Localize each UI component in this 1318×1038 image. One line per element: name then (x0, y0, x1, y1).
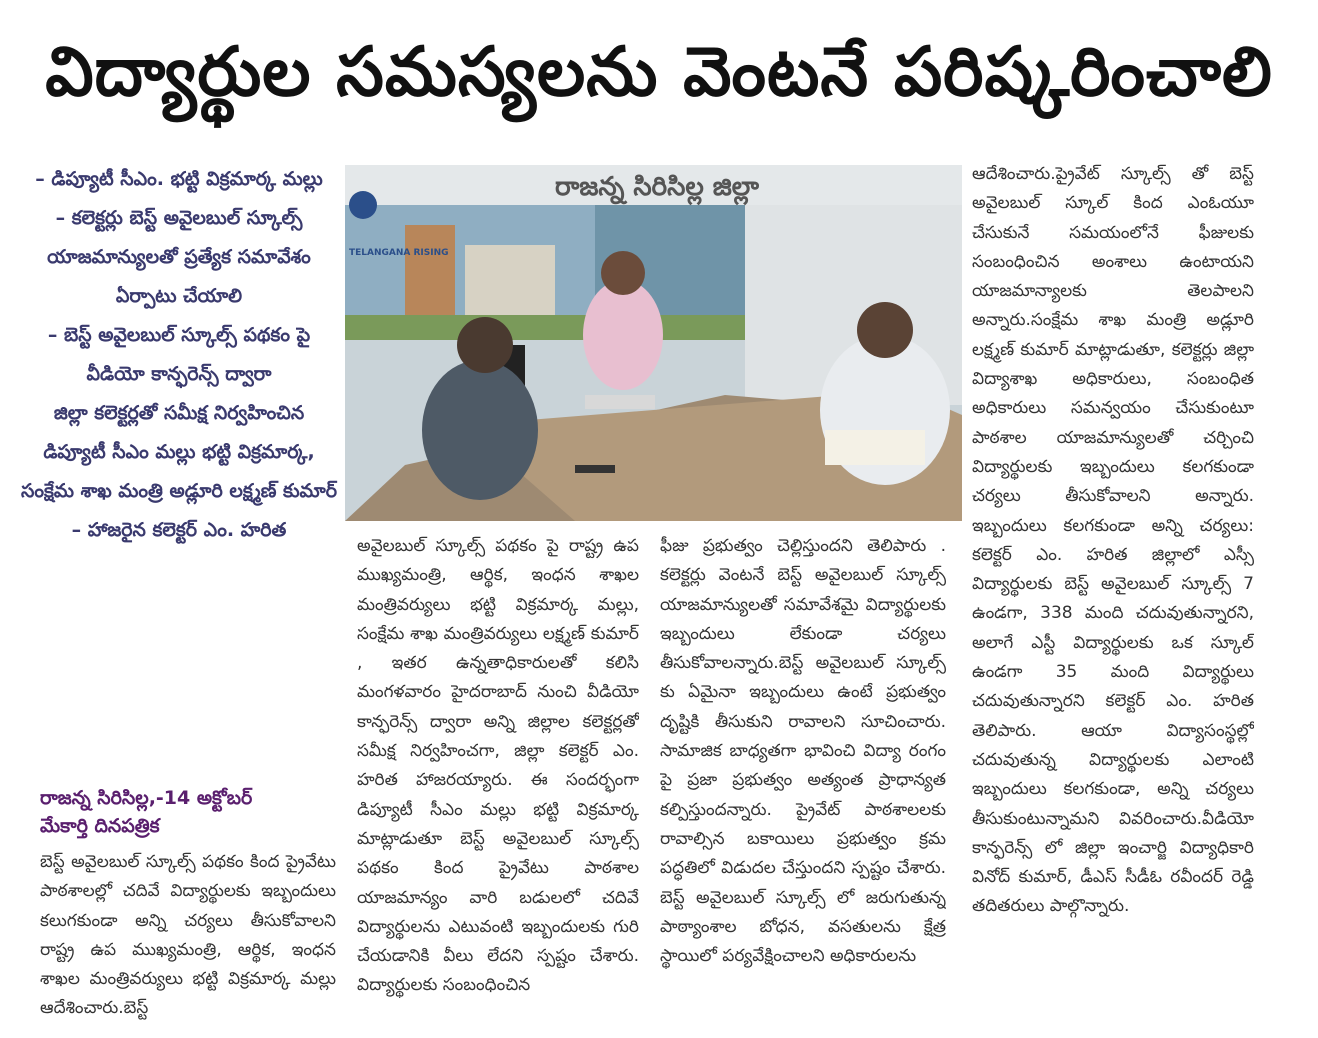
meeting-photo-illustration (345, 165, 962, 521)
body-column-1 (40, 848, 336, 1028)
body-column-1-text: బెస్ట్ అవైలబుల్ స్కూల్స్ పథకం కింద ప్రైవేటు పాఠశాలల్లో చదివే విద్యార్థులకు ఇబ్బందులు కలుగకుండా అన్ని చర్యలు తీసుకోవాలని రాష్ట్ర ఉప ముఖ్యమంత్రి, ఆర్థిక, ఇంధన శాఖల మంత్రివర్యులు భట్టి విక్రమార్క మల్లు ఆదేశించారు.బెస్ట్ (40, 852, 336, 1019)
photo-banner-text: రాజన్న సిరిసిల్ల జిల్లా (555, 172, 760, 202)
highlight-4: జిల్లా కలెక్టర్లతో సమీక్ష నిర్వహించిన డిప్యూటీ సీఎం మల్లు భట్టి విక్రమార్క, సంక్షేమ శాఖ మంత్రి అడ్లూరి లక్ష్మణ్ కుమార్ (20, 402, 337, 502)
photo-logo-text: TELANGANA RISING (349, 248, 449, 258)
highlight-3: – బెస్ట్ అవైలబుల్ స్కూల్స్ పథకం పై వీడియో కాన్ఫరెన్స్ ద్వారా (47, 324, 311, 385)
highlight-2: – కలెక్టర్లు బెస్ట్ అవైలబుల్ స్కూల్స్ యాజమాన్యులతో ప్రత్యేక సమావేశం ఏర్పాటు చేయాలి (47, 207, 311, 307)
body-column-2-text: అవైలబుల్ స్కూల్స్ పథకం పై రాష్ట్ర ఉప ముఖ్యమంత్రి, ఆర్థిక, ఇంధన శాఖల మంత్రివర్యులు భట్టి విక్రమార్క మల్లు, సంక్షేమ శాఖ మంత్రివర్యులు లక్ష్మణ్ కుమార్ , ఇతర ఉన్నతాధికారులతో కలిసి మంగళవారం హైదరాబాద్ నుంచి వీడియో కాన్ఫరెన్స్ ద్వారా అన్ని జిల్లాల కలెక్టర్లతో సమీక్ష నిర్వహించగా, జిల్లా కలెక్టర్ ఎం. హరిత హాజరయ్యారు. ఈ సందర్భంగా డిప్యూటీ సీఎం మల్లు భట్టి విక్రమార్క మాట్లాడుతూ బెస్ట్ అవైలబుల్ స్కూల్స్ పథకం కింద ప్రైవేటు పాఠశాల యాజమాన్యం వారి బడులలో చదివే విద్యార్థులను ఎటువంటి ఇబ్బందులకు గురి చేయడానికి వీలు లేదని స్పష్టం చేశారు. విద్యార్థులకు సంబంధించిన (357, 536, 639, 996)
meeting-photo (345, 165, 962, 521)
highlight-1: – డిప్యూటీ సీఎం. భట్టి విక్రమార్క మల్లు (35, 168, 323, 190)
dateline (40, 784, 340, 840)
highlight-5: – హాజరైన కలెక్టర్ ఎం. హరిత (71, 519, 287, 541)
body-column-3-text: ఫీజు ప్రభుత్వం చెల్లిస్తుందని తెలిపారు . కలెక్టర్లు వెంటనే బెస్ట్ అవైలబుల్ స్కూల్స్ యాజమాన్యులతో సమావేశమై విద్యార్థులకు ఇబ్బందులు లేకుండా చర్యలు తీసుకోవాలన్నారు.బెస్ట్ అవైలబుల్ స్కూల్స్ కు ఏమైనా ఇబ్బందులు ఉంటే ప్రభుత్వం దృష్టికి తీసుకుని రావాలని సూచించారు. సామాజిక బాధ్యతగా భావించి విద్యా రంగం పై ప్రజా ప్రభుత్వం అత్యంత ప్రాధాన్యత కల్పిస్తుందన్నారు. ప్రైవేట్ పాఠశాలలకు రావాల్సిన బకాయిలు ప్రభుత్వం క్రమ పద్ధతిలో విడుదల చేస్తుందని స్పష్టం చేశారు. బెస్ట్ అవైలబుల్ స్కూల్స్ లో జరుగుతున్న పాఠ్యాంశాల బోధన, వసతులను క్షేత్ర స్థాయిలో పర్యవేక్షించాలని అధికారులను (660, 536, 946, 967)
dateline-source: మేకార్తి దినపత్రిక (40, 815, 160, 837)
headline: విద్యార్థుల సమస్యలను వెంటనే పరిష్కరించాలి (45, 33, 1273, 112)
body-column-2 (357, 532, 639, 1028)
highlights-box (20, 160, 338, 550)
body-column-4 (972, 160, 1254, 1028)
body-column-4-text: ఆదేశించారు.ప్రైవేట్ స్కూల్స్ తో బెస్ట్ అవైలబుల్ స్కూల్ కింద ఎంఓయూ చేసుకునే సమయంలోనే ఫీజులకు సంబంధించిన అంశాలు ఉంటాయని యాజమాన్యాలకు తెలపాలని అన్నారు.సంక్షేమ శాఖ మంత్రి అడ్లూరి లక్ష్మణ్ కుమార్ మాట్లాడుతూ, కలెక్టర్లు జిల్లా విద్యాశాఖ అధికారులు, సంబంధిత అధికారులు సమన్వయం చేసుకుంటూ పాఠశాల యాజమాన్యులతో చర్చించి విద్యార్థులకు ఇబ్బందులు కలగకుండా చర్యలు తీసుకోవాలని అన్నారు. ఇబ్బందులు కలగకుండా అన్ని చర్యలు: కలెక్టర్ ఎం. హరిత జిల్లాలో ఎస్సీ విద్యార్థులకు బెస్ట్ అవైలబుల్ స్కూల్స్ 7 ఉండగా, 338 మంది చదువుతున్నారని, అలాగే ఎస్టీ విద్యార్థులకు ఒక స్కూల్ ఉండగా 35 మంది విద్యార్థులు చదువుతున్నారని కలెక్టర్ ఎం. హరిత తెలిపారు. ఆయా విద్యాసంస్థల్లో చదువుతున్న విద్యార్థులకు ఎలాంటి ఇబ్బందులు కలగకుండా, అన్ని చర్యలు తీసుకుంటున్నామని వివరించారు.వీడియో కాన్ఫరెన్స్ లో జిల్లా ఇంచార్జి విద్యాధికారి వినోద్ కుమార్, డీఎస్ సీడీఓ రవీందర్ రెడ్డి తదితరులు పాల్గొన్నారు. (972, 164, 1254, 917)
dateline-place-date: రాజన్న సిరిసిల్ల,-14 అక్టోబర్ (40, 787, 253, 809)
body-column-3 (660, 532, 946, 1028)
